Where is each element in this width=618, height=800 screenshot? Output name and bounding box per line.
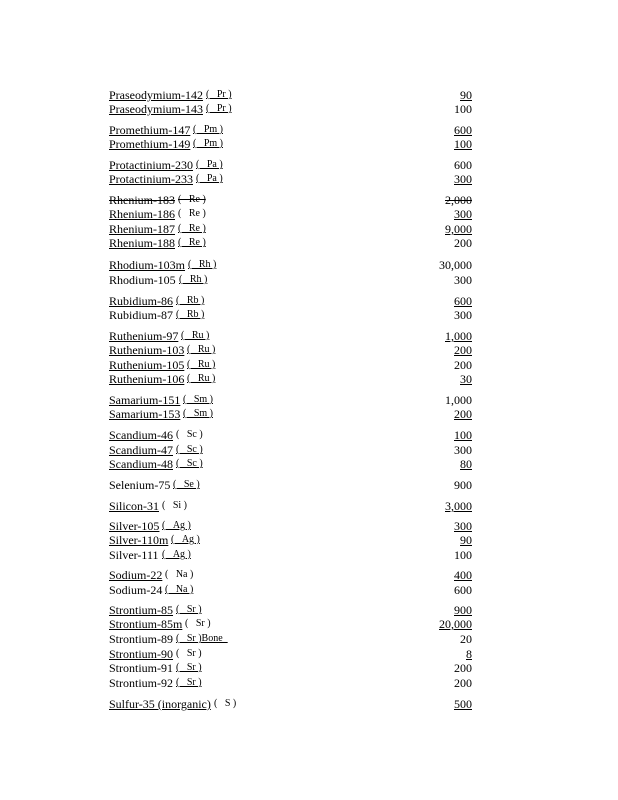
isotope-row xyxy=(109,647,472,661)
limit-value: 200 xyxy=(454,661,472,675)
isotope-name: Strontium-92 xyxy=(109,676,174,690)
isotope-name: Rhenium-183 xyxy=(109,193,175,207)
isotope-name: Samarium-153 xyxy=(109,407,181,421)
isotope-name: Samarium-151 xyxy=(109,393,181,407)
limit-value: 30,000 xyxy=(439,258,472,272)
element-symbol: ( Rh ) xyxy=(188,259,217,270)
element-symbol: ( Na ) xyxy=(165,569,194,580)
limit-value: 30 xyxy=(460,372,472,386)
element-symbol: ( Pr ) xyxy=(206,103,232,114)
isotope-name: Scandium-47 xyxy=(109,443,173,457)
element-symbol: ( Sr )Bone xyxy=(176,633,228,644)
isotope-row xyxy=(109,519,472,533)
limit-value: 100 xyxy=(454,428,472,442)
limit-value: 200 xyxy=(454,358,472,372)
element-symbol: ( Re ) xyxy=(178,194,206,205)
element-symbol: ( Rb ) xyxy=(176,309,205,320)
limit-value: 900 xyxy=(454,603,472,617)
isotope-row xyxy=(109,457,472,471)
limit-value: 400 xyxy=(454,568,472,582)
isotope-row xyxy=(109,172,472,186)
isotope-row xyxy=(109,123,472,137)
limit-value: 600 xyxy=(454,123,472,137)
isotope-name: Sodium-22 xyxy=(109,568,163,582)
isotope-row xyxy=(109,603,472,617)
isotope-name: Silver-111 xyxy=(109,548,159,562)
limit-value: 200 xyxy=(454,343,472,357)
isotope-name: Ruthenium-106 xyxy=(109,372,185,386)
element-symbol: ( Se ) xyxy=(173,479,200,490)
isotope-name: Strontium-85m xyxy=(109,617,183,631)
isotope-name: Protactinium-230 xyxy=(109,158,193,172)
limit-value: 100 xyxy=(454,102,472,116)
limit-value: 300 xyxy=(454,172,472,186)
isotope-name: Protactinium-233 xyxy=(109,172,193,186)
element-symbol: ( Si ) xyxy=(162,500,187,511)
isotope-name: Strontium-91 xyxy=(109,661,174,675)
element-symbol: ( Re ) xyxy=(178,237,206,248)
limit-value: 200 xyxy=(454,236,472,250)
element-symbol: ( Ru ) xyxy=(181,330,210,341)
isotope-row xyxy=(109,193,472,207)
element-symbol: ( Pa ) xyxy=(196,173,223,184)
isotope-name: Rhenium-188 xyxy=(109,236,175,250)
isotope-row xyxy=(109,137,472,151)
element-symbol: ( Sm ) xyxy=(183,408,213,419)
element-symbol: ( Sm ) xyxy=(183,394,213,405)
limit-value: 8 xyxy=(466,647,472,661)
isotope-name: Silver-105 xyxy=(109,519,160,533)
element-symbol: ( Ag ) xyxy=(171,534,200,545)
isotope-name: Rhodium-103m xyxy=(109,258,186,272)
isotope-name: Ruthenium-105 xyxy=(109,358,185,372)
limit-value: 9,000 xyxy=(445,222,472,236)
isotope-row xyxy=(109,222,472,236)
element-symbol: ( Ag ) xyxy=(162,549,191,560)
limit-value: 1,000 xyxy=(445,393,472,407)
limit-value: 300 xyxy=(454,308,472,322)
limit-value: 100 xyxy=(454,137,472,151)
isotope-name: Rubidium-86 xyxy=(109,294,174,308)
isotope-name: Silver-110m xyxy=(109,533,169,547)
limit-value: 200 xyxy=(454,407,472,421)
limit-value: 500 xyxy=(454,697,472,711)
isotope-row xyxy=(109,258,472,272)
element-symbol: ( Pa ) xyxy=(196,159,223,170)
element-symbol: ( Pm ) xyxy=(193,138,223,149)
element-symbol: ( Ag ) xyxy=(162,520,191,531)
limit-value: 600 xyxy=(454,158,472,172)
isotope-row xyxy=(109,617,472,631)
isotope-row xyxy=(109,428,472,442)
isotope-row xyxy=(109,661,472,675)
limit-value: 900 xyxy=(454,478,472,492)
limit-value: 2,000 xyxy=(445,193,472,207)
isotope-row xyxy=(109,308,472,322)
limit-value: 1,000 xyxy=(445,329,472,343)
element-symbol: ( Sr ) xyxy=(176,677,202,688)
element-symbol: ( Re ) xyxy=(178,223,206,234)
isotope-name: Rhodium-105 xyxy=(109,273,176,287)
element-symbol: ( Sc ) xyxy=(176,444,203,455)
isotope-row xyxy=(109,207,472,221)
isotope-row xyxy=(109,499,472,513)
isotope-name: Ruthenium-103 xyxy=(109,343,185,357)
limit-value: 20,000 xyxy=(439,617,472,631)
isotope-name: Strontium-85 xyxy=(109,603,174,617)
limit-value: 3,000 xyxy=(445,499,472,513)
isotope-name: Strontium-89 xyxy=(109,632,174,646)
isotope-row xyxy=(109,533,472,547)
isotope-name: Rhenium-186 xyxy=(109,207,175,221)
isotope-name: Promethium-149 xyxy=(109,137,191,151)
isotope-row xyxy=(109,478,472,492)
isotope-name: Praseodymium-142 xyxy=(109,88,203,102)
isotope-row xyxy=(109,583,472,597)
isotope-row xyxy=(109,443,472,457)
isotope-row xyxy=(109,329,472,343)
limit-value: 600 xyxy=(454,294,472,308)
limit-value: 20 xyxy=(460,632,472,646)
isotope-name: Rubidium-87 xyxy=(109,308,174,322)
limit-value: 300 xyxy=(454,519,472,533)
limit-value: 80 xyxy=(460,457,472,471)
isotope-name: Silicon-31 xyxy=(109,499,159,513)
element-symbol: ( Ru ) xyxy=(187,373,216,384)
element-symbol: ( S ) xyxy=(214,698,237,709)
limit-value: 100 xyxy=(454,548,472,562)
isotope-row xyxy=(109,358,472,372)
element-symbol: ( Rb ) xyxy=(176,295,205,306)
element-symbol: ( Re ) xyxy=(178,208,206,219)
isotope-row xyxy=(109,294,472,308)
isotope-row xyxy=(109,102,472,116)
limit-value: 300 xyxy=(454,443,472,457)
limit-value: 300 xyxy=(454,207,472,221)
isotope-name: Strontium-90 xyxy=(109,647,174,661)
element-symbol: ( Sr ) xyxy=(176,662,202,673)
isotope-row xyxy=(109,393,472,407)
isotope-row xyxy=(109,158,472,172)
limit-value: 200 xyxy=(454,676,472,690)
isotope-name: Rhenium-187 xyxy=(109,222,175,236)
isotope-name: Praseodymium-143 xyxy=(109,102,203,116)
element-symbol: ( Sc ) xyxy=(176,458,203,469)
isotope-row xyxy=(109,632,472,646)
isotope-name: Sodium-24 xyxy=(109,583,163,597)
element-symbol: ( Na ) xyxy=(165,584,194,595)
isotope-row xyxy=(109,407,472,421)
isotope-row xyxy=(109,548,472,562)
limit-value: 90 xyxy=(460,88,472,102)
isotope-name: Scandium-46 xyxy=(109,428,173,442)
element-symbol: ( Sr ) xyxy=(176,648,202,659)
element-symbol: ( Pr ) xyxy=(206,89,232,100)
element-symbol: ( Ru ) xyxy=(187,359,216,370)
isotope-row xyxy=(109,372,472,386)
isotope-name: Ruthenium-97 xyxy=(109,329,179,343)
isotope-name: Scandium-48 xyxy=(109,457,173,471)
element-symbol: ( Sc ) xyxy=(176,429,203,440)
element-symbol: ( Ru ) xyxy=(187,344,216,355)
isotope-row xyxy=(109,88,472,102)
isotope-row xyxy=(109,697,472,711)
isotope-name: Sulfur-35 (inorganic) xyxy=(109,697,211,711)
isotope-name: Selenium-75 xyxy=(109,478,171,492)
isotope-row xyxy=(109,236,472,250)
isotope-row xyxy=(109,568,472,582)
element-symbol: ( Rh ) xyxy=(179,274,208,285)
element-symbol: ( Sr ) xyxy=(176,604,202,615)
limit-value: 300 xyxy=(454,273,472,287)
limit-value: 90 xyxy=(460,533,472,547)
isotope-name: Promethium-147 xyxy=(109,123,191,137)
isotope-row xyxy=(109,676,472,690)
element-symbol: ( Pm ) xyxy=(193,124,223,135)
isotope-row xyxy=(109,343,472,357)
limit-value: 600 xyxy=(454,583,472,597)
element-symbol: ( Sr ) xyxy=(185,618,211,629)
isotope-row xyxy=(109,273,472,287)
